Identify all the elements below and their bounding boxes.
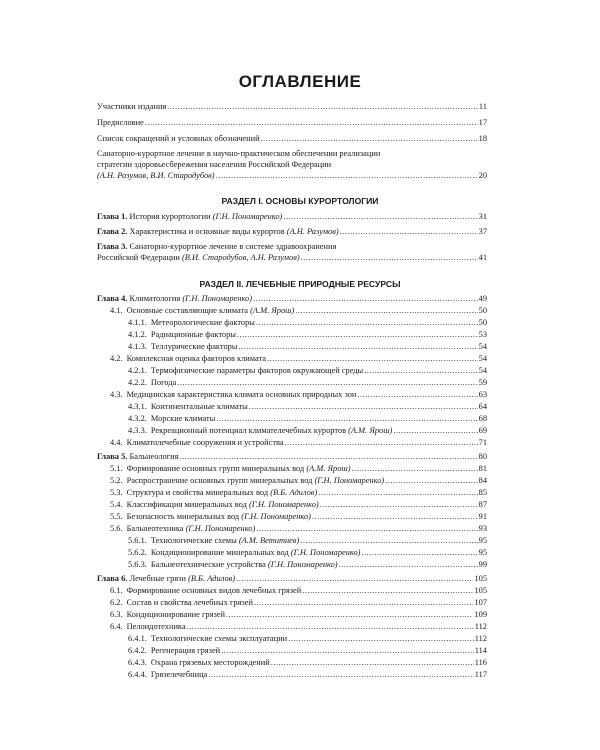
subsection-number: 6.3. xyxy=(110,610,123,619)
entry-page: 105 xyxy=(474,586,487,595)
chapter-title-line1: Санаторно-курортное лечение в системе здравоохранения xyxy=(129,242,337,251)
subsection-title: Регенерация грязей xyxy=(150,646,221,655)
subsection-number: 6.4.4. xyxy=(128,670,147,679)
chapter-label: Глава 1. xyxy=(97,212,128,221)
entry-page: 80 xyxy=(478,452,487,461)
entry-page: 20 xyxy=(478,171,487,180)
toc-chapter-2[interactable] xyxy=(97,226,487,237)
subsection-author: (В.Б. Адилов) xyxy=(270,488,318,497)
toc-subsection-5-6-2[interactable] xyxy=(128,547,487,558)
chapter-author: (Г.Н. Пономаренко) xyxy=(212,212,283,221)
entry-page: 69 xyxy=(478,426,487,435)
entry-title: Список сокращений и условных обозначений xyxy=(97,134,260,143)
subsection-author: (А.М. Ярош) xyxy=(306,464,351,473)
toc-subsection-5-4[interactable] xyxy=(110,499,487,510)
toc-subsection-4-1-2[interactable] xyxy=(128,329,487,340)
subsection-title: Состав и свойства лечебных грязей xyxy=(126,598,253,607)
entry-page: 87 xyxy=(478,500,487,509)
subsection-title: Теллурические факторы xyxy=(150,342,238,351)
entry-page: 112 xyxy=(474,622,487,631)
entry-page: 17 xyxy=(478,118,487,127)
toc-subsection-5-3[interactable] xyxy=(110,487,487,498)
entry-page: 95 xyxy=(478,548,487,557)
subsection-title: Безопасность минеральных вод xyxy=(126,512,240,521)
subsection-number: 4.1.3. xyxy=(128,342,147,351)
subsection-number: 5.6.3. xyxy=(128,560,147,569)
chapter-author: (Г.Н. Пономаренко) xyxy=(182,294,252,303)
toc-subsection-4-4[interactable] xyxy=(110,437,487,448)
entry-page: 64 xyxy=(478,402,487,411)
subsection-number: 5.6.1. xyxy=(128,536,147,545)
toc-entry-sanatorium-strategy[interactable] xyxy=(97,148,487,181)
subsection-author: (Г.Н. Пономаренко) xyxy=(314,476,385,485)
toc-subsection-4-3-1[interactable] xyxy=(128,401,487,412)
subsection-title: Распространение основных групп минеральных вод xyxy=(126,476,313,485)
subsection-number: 4.3.2. xyxy=(128,414,147,423)
entry-page: 99 xyxy=(478,560,487,569)
entry-page: 11 xyxy=(478,102,487,111)
toc-entry-abbreviations[interactable] xyxy=(97,133,487,144)
chapter-label: Глава 2. xyxy=(97,227,128,236)
subsection-title: Метеорологические факторы xyxy=(150,318,255,327)
entry-page: 81 xyxy=(478,464,487,473)
subsection-number: 5.2. xyxy=(110,476,123,485)
section-2-heading: РАЗДЕЛ II. ЛЕЧЕБНЫЕ ПРИРОДНЫЕ РЕСУРСЫ xyxy=(199,279,401,289)
subsection-title: Континентальные климаты xyxy=(150,402,248,411)
subsection-number: 5.6. xyxy=(110,524,123,533)
subsection-title: Комплексная оценка факторов климата xyxy=(126,354,266,363)
entry-page: 54 xyxy=(478,354,487,363)
toc-subsection-5-5[interactable] xyxy=(110,511,487,522)
toc-chapter-3[interactable] xyxy=(97,241,487,263)
subsection-title: Грязелечебница xyxy=(150,670,208,679)
entry-title-line1: Санаторно-курортное лечение в научно-практическом обеспечении реализации xyxy=(97,149,381,158)
subsection-title: Бальнеотехника xyxy=(126,524,184,533)
subsection-title: Формирование основных групп минеральных вод xyxy=(126,464,305,473)
subsection-number: 4.2. xyxy=(110,354,123,363)
chapter-title: Бальнеология xyxy=(129,452,179,461)
subsection-title: Медицинская характеристика климата основных природных зон xyxy=(126,390,357,399)
entry-page: 59 xyxy=(478,378,487,387)
subsection-number: 4.3.1. xyxy=(128,402,147,411)
subsection-author: (Г.Н. Пономаренко) xyxy=(185,524,256,533)
toc-subsection-6-4-2[interactable] xyxy=(128,645,487,656)
entry-page: 50 xyxy=(478,306,487,315)
subsection-number: 6.4.1. xyxy=(128,634,147,643)
subsection-author: (Г.Н. Пономаренко) xyxy=(241,512,311,521)
subsection-number: 5.1. xyxy=(110,464,123,473)
subsection-number: 6.4.3. xyxy=(128,658,147,667)
subsection-number: 5.4. xyxy=(110,500,123,509)
subsection-title: Радиационные факторы xyxy=(150,330,236,339)
toc-subsection-6-4-3[interactable] xyxy=(128,657,487,668)
subsection-number: 4.1. xyxy=(110,306,123,315)
subsection-number: 4.3. xyxy=(110,390,123,399)
toc-subsection-4-3-2[interactable] xyxy=(128,413,487,424)
subsection-author: (А.М. Ветитнев) xyxy=(238,536,300,545)
subsection-number: 4.1.2. xyxy=(128,330,147,339)
entry-title-line2: стратегии здоровьесбережения населения Российской Федерации xyxy=(97,160,332,169)
toc-subsection-4-2-2[interactable] xyxy=(128,377,487,388)
toc-subsection-4-2-1[interactable] xyxy=(128,365,487,376)
subsection-number: 5.6.2. xyxy=(128,548,147,557)
subsection-number: 4.2.2. xyxy=(128,378,147,387)
toc-subsection-4-1[interactable] xyxy=(110,305,487,316)
entry-page: 109 xyxy=(474,610,487,619)
subsection-title: Климатолечебные сооружения и устройства xyxy=(126,438,284,447)
subsection-author: (Г.Н. Пономаренко) xyxy=(249,500,319,509)
subsection-title: Охрана грязевых месторождений xyxy=(150,658,270,667)
entry-page: 68 xyxy=(478,414,487,423)
toc-subsection-6-2[interactable] xyxy=(110,597,487,608)
entry-page: 50 xyxy=(478,318,487,327)
chapter-author: (В.Б. Адилов) xyxy=(188,574,236,583)
entry-page: 105 xyxy=(474,574,487,583)
entry-page: 93 xyxy=(478,524,487,533)
subsection-title: Основные составляющие климата xyxy=(126,306,249,315)
section-1-heading: РАЗДЕЛ I. ОСНОВЫ КУРОРТОЛОГИИ xyxy=(221,196,379,206)
toc-subsection-5-6-3[interactable] xyxy=(128,559,487,570)
entry-page: 53 xyxy=(478,330,487,339)
toc-entry-preface[interactable] xyxy=(97,117,487,128)
subsection-title: Технологические схемы эксплуатации xyxy=(150,634,288,643)
chapter-title: Лечебные грязи xyxy=(129,574,186,583)
subsection-number: 4.4. xyxy=(110,438,123,447)
chapter-label: Глава 5. xyxy=(97,452,128,461)
entry-authors: (А.Н. Разумов, В.И. Стародубов) xyxy=(97,171,215,180)
entry-page: 95 xyxy=(478,536,487,545)
toc-subsection-6-1[interactable] xyxy=(110,585,487,596)
entry-page: 114 xyxy=(474,646,487,655)
entry-page: 54 xyxy=(478,366,487,375)
subsection-title: Кондиционирование минеральных вод xyxy=(150,548,289,557)
toc-entry-participants[interactable] xyxy=(97,101,487,112)
toc-subsection-4-1-1[interactable] xyxy=(128,317,487,328)
toc-chapter-5[interactable] xyxy=(97,451,487,462)
chapter-label: Глава 4. xyxy=(97,294,128,303)
subsection-number: 6.2. xyxy=(110,598,123,607)
page-title: ОГЛАВЛЕНИЕ xyxy=(238,72,362,91)
entry-page: 49 xyxy=(478,294,487,303)
toc-subsection-4-3[interactable] xyxy=(110,389,487,400)
chapter-title: Климатология xyxy=(129,294,181,303)
entry-title: Участники издания xyxy=(97,102,167,111)
toc-subsection-5-1[interactable] xyxy=(110,463,487,474)
subsection-title: Структура и свойства минеральных вод xyxy=(126,488,269,497)
subsection-title: Технологические схемы xyxy=(150,536,237,545)
toc-subsection-5-6-1[interactable] xyxy=(128,535,487,546)
subsection-title: Классификация минеральных вод xyxy=(126,500,247,509)
entry-page: 37 xyxy=(478,227,487,236)
toc-chapter-4[interactable] xyxy=(97,293,487,304)
entry-page: 107 xyxy=(474,598,487,607)
subsection-title: Морские климаты xyxy=(150,414,216,423)
subsection-number: 5.5. xyxy=(110,512,123,521)
subsection-number: 6.1. xyxy=(110,586,123,595)
subsection-number: 6.4.2. xyxy=(128,646,147,655)
toc-subsection-6-3[interactable] xyxy=(110,609,487,620)
chapter-label: Глава 6. xyxy=(97,574,128,583)
subsection-number: 4.3.3. xyxy=(128,426,147,435)
toc-chapter-1[interactable] xyxy=(97,211,487,222)
entry-page: 54 xyxy=(478,342,487,351)
subsection-title: Погода xyxy=(150,378,177,387)
chapter-title: Характеристика и основные виды курортов xyxy=(129,227,285,236)
subsection-title: Кондиционирование грязей xyxy=(126,610,225,619)
subsection-number: 4.2.1. xyxy=(128,366,147,375)
entry-page: 116 xyxy=(474,658,487,667)
subsection-author: (А.М. Ярош) xyxy=(348,426,393,435)
subsection-title: Формирование основных видов лечебных грязей xyxy=(126,586,302,595)
toc-subsection-6-4-1[interactable] xyxy=(128,633,487,644)
entry-page: 41 xyxy=(478,253,487,262)
subsection-number: 6.4. xyxy=(110,622,123,631)
subsection-author: (Г.Н. Пономаренко) xyxy=(267,560,338,569)
toc-subsection-5-2[interactable] xyxy=(110,475,487,486)
toc-subsection-5-6[interactable] xyxy=(110,523,487,534)
entry-page: 84 xyxy=(478,476,487,485)
subsection-title: Бальнеотехнические устройства xyxy=(150,560,266,569)
toc-chapter-6[interactable] xyxy=(97,573,487,584)
subsection-number: 4.1.1. xyxy=(128,318,147,327)
entry-page: 117 xyxy=(474,670,487,679)
entry-page: 85 xyxy=(478,488,487,497)
entry-page: 71 xyxy=(478,438,487,447)
toc-subsection-4-1-3[interactable] xyxy=(128,341,487,352)
entry-title: Предисловие xyxy=(97,118,144,127)
subsection-author: (Г.Н. Пономаренко) xyxy=(290,548,361,557)
subsection-title: Термофизические параметры факторов окружающей среды xyxy=(150,366,364,375)
toc-subsection-6-4-4[interactable] xyxy=(128,669,487,680)
entry-page: 112 xyxy=(474,634,487,643)
entry-page: 63 xyxy=(478,390,487,399)
subsection-title: Рекреационный потенциал климателечебных курортов xyxy=(150,426,347,435)
toc-subsection-6-4[interactable] xyxy=(110,621,487,632)
entry-page: 91 xyxy=(478,512,487,521)
chapter-title-line2: Российской Федерации xyxy=(97,253,180,262)
chapter-title: История курортологии xyxy=(129,212,211,221)
entry-page: 18 xyxy=(478,134,487,143)
chapter-author: (В.И. Стародубов, А.Н. Разумов) xyxy=(182,253,300,262)
entry-page: 31 xyxy=(478,212,487,221)
subsection-title: Пелоидотехника xyxy=(126,622,186,631)
subsection-author: (А.М. Ярош) xyxy=(250,306,295,315)
toc-subsection-4-3-3[interactable] xyxy=(128,425,487,436)
toc-subsection-4-2[interactable] xyxy=(110,353,487,364)
chapter-label: Глава 3. xyxy=(97,242,128,251)
chapter-author: (А.Н. Разумов) xyxy=(286,227,339,236)
subsection-number: 5.3. xyxy=(110,488,123,497)
